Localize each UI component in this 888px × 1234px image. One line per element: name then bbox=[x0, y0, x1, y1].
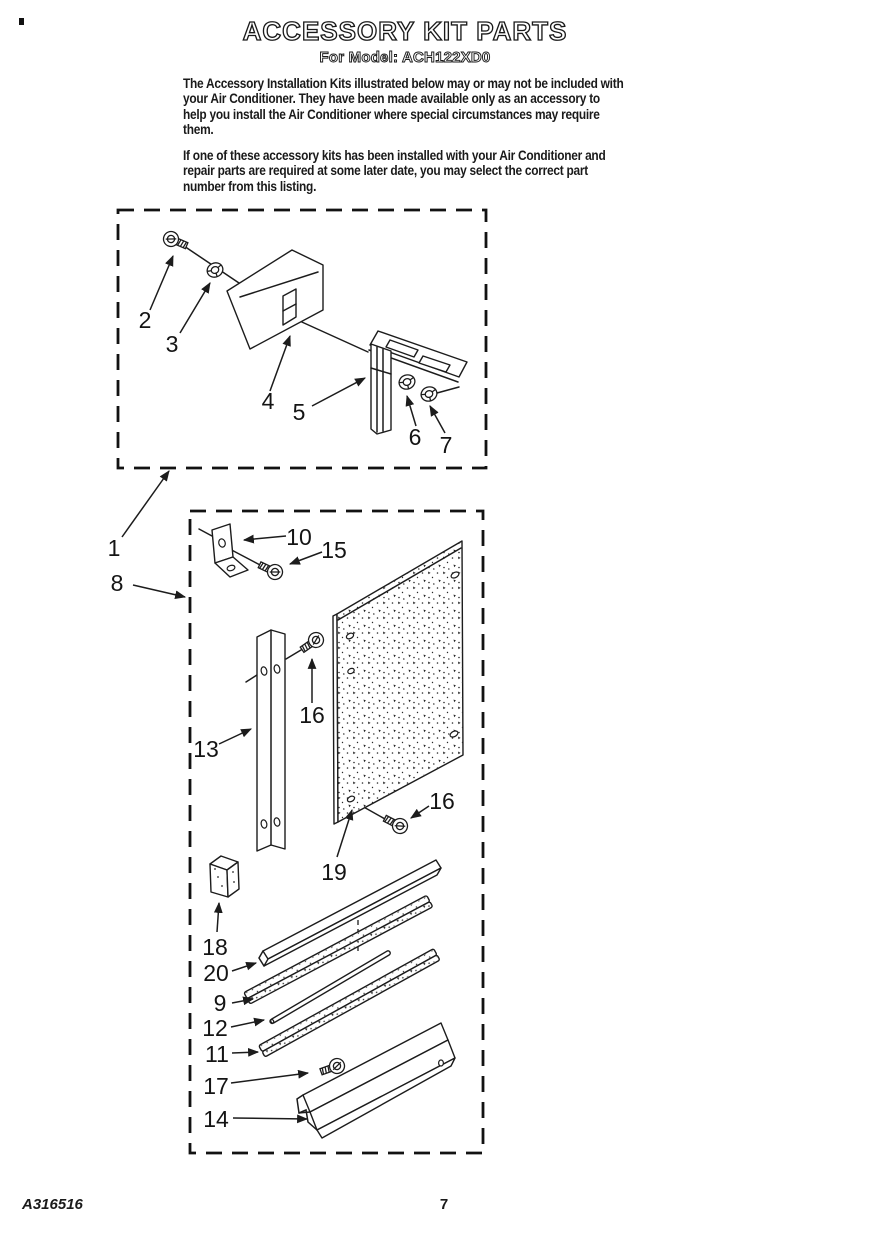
callout-label-14: 14 bbox=[203, 1106, 229, 1132]
callout-label-17: 17 bbox=[203, 1073, 229, 1099]
text-line: repair parts are required at some later date, you may select the correct part bbox=[183, 162, 588, 179]
part-7-nut bbox=[419, 385, 439, 404]
callout-label-11: 11 bbox=[205, 1041, 229, 1067]
callout-label-1: 1 bbox=[107, 535, 121, 561]
part-3-washer bbox=[205, 260, 225, 279]
callout-label-16: 16 bbox=[429, 788, 455, 814]
callout-label-19: 19 bbox=[321, 859, 347, 885]
callout-label-9: 9 bbox=[213, 990, 227, 1016]
part-10-angle-bracket bbox=[212, 524, 248, 577]
text-line: them. bbox=[183, 120, 214, 137]
callout-label-7: 7 bbox=[439, 432, 453, 458]
callout-label-5: 5 bbox=[292, 399, 306, 425]
callout-label-4: 4 bbox=[261, 388, 275, 414]
model-line: For Model: ACH122XD0 bbox=[319, 49, 491, 66]
part-15-screw bbox=[256, 558, 285, 582]
part-19-perforated-panel bbox=[333, 541, 463, 824]
callout-label-12: 12 bbox=[202, 1015, 228, 1041]
part-5-support-bracket bbox=[369, 331, 467, 434]
document-number: A316516 bbox=[22, 1196, 83, 1213]
callout-label-15: 15 bbox=[321, 537, 347, 563]
callout-label-20: 20 bbox=[203, 960, 229, 986]
callout-label-18: 18 bbox=[202, 934, 228, 960]
callout-label-8: 8 bbox=[110, 570, 124, 596]
page-number: 7 bbox=[439, 1196, 449, 1213]
callout-label-6: 6 bbox=[408, 424, 422, 450]
text-line: The Accessory Installation Kits illustrated below may or may not be included with bbox=[183, 75, 624, 91]
part-6-nut bbox=[397, 373, 417, 392]
text-line: your Air Conditioner. They have been made available only as an accessory to bbox=[183, 90, 600, 107]
part-18-foam-block bbox=[210, 856, 239, 897]
callout-label-10: 10 bbox=[286, 524, 312, 550]
text-line: number from this listing. bbox=[183, 177, 317, 194]
text-line: help you install the Air Conditioner where special circumstances may require bbox=[183, 105, 600, 122]
callout-label-2: 2 bbox=[138, 307, 152, 333]
callout-label-3: 3 bbox=[165, 331, 179, 357]
part-13-support-bar bbox=[257, 630, 285, 851]
part-2-screw bbox=[161, 229, 189, 252]
text-line: If one of these accessory kits has been installed with your Air Conditioner and bbox=[183, 147, 606, 164]
part-4-support-plate bbox=[227, 250, 323, 349]
part-16-screw-upper bbox=[298, 630, 327, 656]
callout-label-16: 16 bbox=[299, 702, 325, 728]
callout-label-13: 13 bbox=[193, 736, 219, 762]
part-14-sill-channel bbox=[297, 1023, 455, 1138]
part-16-screw-lower bbox=[381, 812, 410, 836]
page-title: ACCESSORY KIT PARTS bbox=[242, 16, 568, 46]
